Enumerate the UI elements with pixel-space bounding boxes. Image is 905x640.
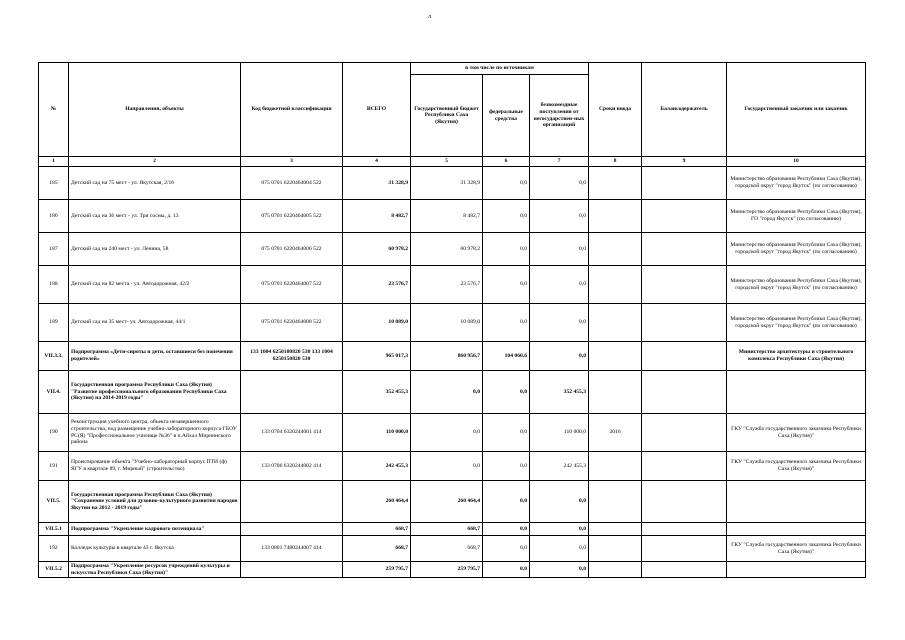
- cell-code: 133 0706 6320244002 414: [241, 452, 343, 481]
- cell-holder: [642, 266, 727, 304]
- cell-federal: 0,0: [483, 167, 530, 200]
- cell-total: 242 455,3: [343, 452, 411, 481]
- table-row: [39, 266, 866, 304]
- column-number: 2: [69, 157, 241, 167]
- cell-no: 188: [39, 266, 69, 304]
- cell-customer: Министерство образования Республики Саха (Якутия), городской округ "город Якутск" (по согласованию): [727, 266, 866, 304]
- cell-free: 352 455,3: [530, 371, 589, 414]
- page-number: л: [428, 14, 431, 20]
- table-row: [39, 167, 866, 200]
- header-sources-group: в том числе по источникам: [411, 63, 589, 75]
- cell-code: [241, 523, 343, 536]
- column-number: 9: [642, 157, 727, 167]
- cell-no: 186: [39, 200, 69, 233]
- header-republic: Государственный бюджет Республики Саха (Якутия): [411, 75, 483, 157]
- cell-customer: Министерство архитектуры и строительного комплекса Республики Саха (Якутия): [727, 342, 866, 371]
- cell-republic: 0,0: [411, 452, 483, 481]
- column-number: 5: [411, 157, 483, 167]
- cell-code: 133 0704 6320244001 414: [241, 414, 343, 452]
- table-row: [39, 304, 866, 342]
- cell-total: 260 464,4: [343, 481, 411, 523]
- cell-no: VII.4.: [39, 371, 69, 414]
- cell-holder: [642, 233, 727, 266]
- cell-republic: 260 464,4: [411, 481, 483, 523]
- cell-federal: 0,0: [483, 266, 530, 304]
- cell-name: Детский сад на 75 мест - ул. Якутская, 2/16: [69, 167, 241, 200]
- cell-no: VII.3.3.: [39, 342, 69, 371]
- cell-name: Детский сад на 35 мест- ул. Автодорожная, 44/1: [69, 304, 241, 342]
- investment-table: [38, 62, 866, 578]
- cell-name: Государственная программа Республики Саха (Якутия) "Сохранение условий для духовно-культурного развития народов Якутии на 2012 - 2019 годы": [69, 481, 241, 523]
- header-customer: Государственный заказчик или заказчик: [727, 63, 866, 157]
- cell-federal: 0,0: [483, 304, 530, 342]
- column-number: 6: [483, 157, 530, 167]
- cell-customer: Министерство образования Республики Саха (Якутия), ГО "город Якутск" (по согласованию): [727, 200, 866, 233]
- cell-free: 0,0: [530, 167, 589, 200]
- table-row: [39, 452, 866, 481]
- cell-holder: [642, 304, 727, 342]
- cell-federal: 0,0: [483, 371, 530, 414]
- cell-no: 187: [39, 233, 69, 266]
- cell-free: 110 000,0: [530, 414, 589, 452]
- cell-customer: [727, 562, 866, 578]
- cell-term: [589, 200, 642, 233]
- column-number: 1: [39, 157, 69, 167]
- cell-customer: Министерство образования Республики Саха (Якутия), городской округ "город Якутск" (по согласованию): [727, 167, 866, 200]
- cell-republic: 0,0: [411, 371, 483, 414]
- cell-code: [241, 371, 343, 414]
- column-number: 10: [727, 157, 866, 167]
- cell-code: 075 0701 6220464007 522: [241, 266, 343, 304]
- header-holder: Балансодержатель: [642, 63, 727, 157]
- cell-republic: 668,7: [411, 523, 483, 536]
- cell-holder: [642, 452, 727, 481]
- cell-total: 965 017,3: [343, 342, 411, 371]
- cell-total: 259 795,7: [343, 562, 411, 578]
- cell-federal: 0,0: [483, 414, 530, 452]
- table-row: [39, 414, 866, 452]
- cell-name: Детский сад на 240 мест - ул. Ленина, 58: [69, 233, 241, 266]
- cell-free: 0,0: [530, 481, 589, 523]
- cell-free: 0,0: [530, 342, 589, 371]
- cell-total: 668,7: [343, 523, 411, 536]
- cell-customer: [727, 481, 866, 523]
- cell-name: Подпрограмма «Дети-сироты и дети, оставшиеся без попечения родителей»: [69, 342, 241, 371]
- cell-no: VII.5.: [39, 481, 69, 523]
- cell-no: 185: [39, 167, 69, 200]
- cell-no: 190: [39, 414, 69, 452]
- table-row: [39, 233, 866, 266]
- cell-free: 0,0: [530, 562, 589, 578]
- cell-federal: 0,0: [483, 452, 530, 481]
- cell-no: 192: [39, 536, 69, 562]
- cell-customer: ГКУ "Служба государственного заказчика Республики Саха (Якутия)": [727, 536, 866, 562]
- cell-total: 110 000,0: [343, 414, 411, 452]
- cell-term: [589, 371, 642, 414]
- cell-total: 668,7: [343, 536, 411, 562]
- cell-no: 191: [39, 452, 69, 481]
- cell-free: 242 455,3: [530, 452, 589, 481]
- cell-federal: 0,0: [483, 481, 530, 523]
- cell-republic: 860 956,7: [411, 342, 483, 371]
- cell-holder: [642, 371, 727, 414]
- cell-code: 133 1004 6250180820 530 133 1004 6250150820 530: [241, 342, 343, 371]
- cell-free: 0,0: [530, 233, 589, 266]
- cell-federal: 104 060,6: [483, 342, 530, 371]
- cell-customer: Министерство образования Республики Саха (Якутия), городской округ "город Якутск" (по согласованию): [727, 233, 866, 266]
- cell-holder: [642, 481, 727, 523]
- cell-name: Детский сад на 36 мест - ул. Три сосны, д. 13: [69, 200, 241, 233]
- cell-code: [241, 562, 343, 578]
- cell-code: 133 0801 7480244007 414: [241, 536, 343, 562]
- cell-customer: ГКУ "Служба государственного заказчика Республики Саха (Якутия)": [727, 414, 866, 452]
- cell-federal: 0,0: [483, 562, 530, 578]
- cell-free: 0,0: [530, 304, 589, 342]
- header-term: Сроки ввода: [589, 63, 642, 157]
- cell-name: Подпрограмма "Укрепление кадрового потенциала": [69, 523, 241, 536]
- cell-free: 0,0: [530, 266, 589, 304]
- cell-republic: 31 328,9: [411, 167, 483, 200]
- header-name: Направления, объекты: [69, 63, 241, 157]
- cell-federal: 0,0: [483, 233, 530, 266]
- cell-holder: [642, 167, 727, 200]
- table-row: [39, 342, 866, 371]
- cell-term: [589, 342, 642, 371]
- cell-customer: [727, 523, 866, 536]
- cell-holder: [642, 414, 727, 452]
- cell-holder: [642, 200, 727, 233]
- cell-free: 0,0: [530, 523, 589, 536]
- cell-term: [589, 452, 642, 481]
- cell-free: 0,0: [530, 200, 589, 233]
- table-row: [39, 523, 866, 536]
- cell-total: 60 978,2: [343, 233, 411, 266]
- cell-total: 23 576,7: [343, 266, 411, 304]
- cell-total: 352 455,3: [343, 371, 411, 414]
- cell-name: Колледж культуры в квартале 43 г. Якутска: [69, 536, 241, 562]
- cell-name: Детский сад на 82 места - ул. Автодорожная, 42/2: [69, 266, 241, 304]
- cell-total: 10 089,0: [343, 304, 411, 342]
- cell-republic: 259 795,7: [411, 562, 483, 578]
- column-number: 4: [343, 157, 411, 167]
- table-row: [39, 481, 866, 523]
- cell-customer: Министерство образования Республики Саха (Якутия), городской округ "город Якутск" (по согласованию): [727, 304, 866, 342]
- cell-holder: [642, 523, 727, 536]
- cell-republic: 0,0: [411, 414, 483, 452]
- cell-federal: 0,0: [483, 523, 530, 536]
- cell-code: 075 0701 6220464005 522: [241, 200, 343, 233]
- cell-term: [589, 233, 642, 266]
- cell-no: 189: [39, 304, 69, 342]
- cell-customer: [727, 371, 866, 414]
- table-row: [39, 200, 866, 233]
- cell-republic: 668,7: [411, 536, 483, 562]
- cell-code: 075 0701 6220464008 522: [241, 304, 343, 342]
- cell-federal: 0,0: [483, 536, 530, 562]
- cell-customer: ГКУ "Служба государственного заказчика Республики Саха (Якутия)": [727, 452, 866, 481]
- header-no: №: [39, 63, 69, 157]
- cell-name: Проектирование объекта "Учебно-лабораторный корпус ПТИ (ф) ЯГУ в квартале 89, г. Мирный" (строительство): [69, 452, 241, 481]
- cell-name: Реконструкция учебного центра, объекта незавершенного строительства, под размещение учебно-лабораторного корпуса ГБОУ РС(Я) "Профессиональное училище №36" в п.Айхал Мирнинского района: [69, 414, 241, 452]
- cell-code: [241, 481, 343, 523]
- table-body: [39, 167, 866, 578]
- cell-holder: [642, 342, 727, 371]
- header-federal: федеральные средства: [483, 75, 530, 157]
- cell-republic: 23 576,7: [411, 266, 483, 304]
- cell-no: VII.5.1: [39, 523, 69, 536]
- header-total: ВСЕГО: [343, 63, 411, 157]
- cell-holder: [642, 562, 727, 578]
- table-row: [39, 536, 866, 562]
- cell-total: 8 482,7: [343, 200, 411, 233]
- cell-term: [589, 562, 642, 578]
- cell-no: VII.5.2: [39, 562, 69, 578]
- header-free: безвозмездные поступления от негосударствен-ных организаций: [530, 75, 589, 157]
- cell-term: [589, 481, 642, 523]
- cell-free: 0,0: [530, 536, 589, 562]
- cell-total: 31 328,9: [343, 167, 411, 200]
- cell-term: [589, 304, 642, 342]
- cell-republic: 10 089,0: [411, 304, 483, 342]
- cell-name: Государственная программа Республики Саха (Якутия) "Развитие профессионального образования Республики Саха (Якутия) на 2014-2019 годы": [69, 371, 241, 414]
- table-row: [39, 562, 866, 578]
- cell-holder: [642, 536, 727, 562]
- cell-term: [589, 523, 642, 536]
- cell-name: Подпрограмма "Укрепление ресурсов учреждений культуры и искусства Республики Саха (Якутия)": [69, 562, 241, 578]
- cell-term: [589, 266, 642, 304]
- header-code: Код бюджетной классификации: [241, 63, 343, 157]
- cell-republic: 8 482,7: [411, 200, 483, 233]
- column-number: 8: [589, 157, 642, 167]
- cell-term: [589, 167, 642, 200]
- column-number: 3: [241, 157, 343, 167]
- cell-term: [589, 536, 642, 562]
- table-row: [39, 371, 866, 414]
- cell-federal: 0,0: [483, 200, 530, 233]
- column-number: 7: [530, 157, 589, 167]
- cell-code: 075 0701 6220464004 522: [241, 167, 343, 200]
- cell-republic: 60 978,2: [411, 233, 483, 266]
- cell-code: 075 0701 6220464006 522: [241, 233, 343, 266]
- cell-term: 2016: [589, 414, 642, 452]
- column-number-row: [39, 157, 866, 167]
